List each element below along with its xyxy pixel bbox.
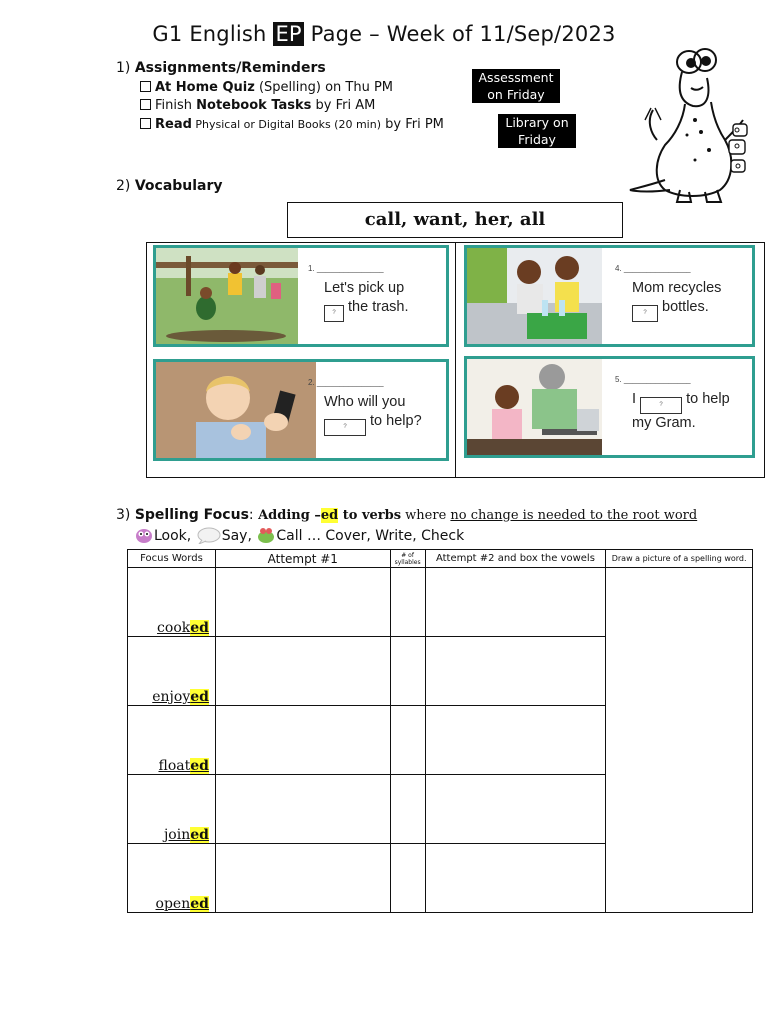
step-cover-write-check: … Cover, Write, Check [306, 528, 465, 544]
vocabulary-words-box: call, want, her, all [287, 202, 623, 238]
vocab-card-5 [464, 356, 755, 458]
answer-box[interactable]: ? [324, 305, 344, 322]
header-draw-picture: Draw a picture of a spelling word. [606, 550, 753, 568]
focus-word [128, 844, 216, 913]
attempt-2-cell[interactable] [425, 568, 606, 637]
word-root: join [163, 827, 191, 843]
table-row [128, 568, 753, 637]
syllables-cell[interactable] [390, 637, 425, 706]
word-root: float [158, 758, 191, 774]
ep-badge: EP [275, 22, 302, 46]
focus-word [128, 568, 216, 637]
word-suffix: ed [190, 689, 209, 705]
attempt-2-cell[interactable] [425, 706, 606, 775]
reminder-text: (Spelling) on Thu PM [254, 80, 394, 95]
answer-box[interactable]: ? [632, 305, 658, 322]
attempt-1-cell[interactable] [215, 775, 390, 844]
sentence-line: bottles. [658, 299, 709, 315]
photo-mom-recycling [467, 248, 602, 344]
checkbox-icon [140, 81, 151, 92]
focus-word [128, 775, 216, 844]
word-root: open [155, 896, 191, 912]
section-number: 1) [116, 60, 135, 76]
reminder-small-text: Physical or Digital Books (20 min) [191, 118, 381, 131]
photo-kids-picking-trash [156, 248, 298, 344]
sentence-line: Mom recycles [632, 280, 722, 296]
sentence-line: Let's pick up [324, 280, 405, 296]
reminder-bold: Notebook Tasks [196, 98, 312, 113]
step-say: Say, [221, 528, 257, 544]
speech-bubble-icon [196, 526, 222, 544]
title-week: Page – Week of 11/Sep/2023 [303, 22, 616, 46]
rule-bold: Adding – [258, 508, 321, 523]
sentence [324, 279, 408, 322]
colon: : [248, 507, 259, 523]
spelling-table [127, 549, 753, 913]
attempt-2-cell[interactable] [425, 844, 606, 913]
spelling-steps [134, 526, 464, 544]
syllables-cell[interactable] [390, 775, 425, 844]
section-label: Vocabulary [134, 178, 223, 194]
title-text: G1 English [152, 22, 274, 46]
header-syllables: # of syllables [390, 550, 425, 568]
rule-highlight: ed [320, 508, 339, 523]
rule-text: where [401, 508, 451, 523]
section-number: 2) [116, 178, 135, 194]
attempt-2-cell[interactable] [425, 775, 606, 844]
section-label: Spelling Focus [134, 507, 249, 523]
library-badge [498, 114, 576, 148]
rule-underlined: no change is needed to the root word [450, 508, 698, 523]
reminder-text: by Fri PM [381, 117, 444, 132]
blank-number: 5. _______________ [615, 375, 691, 384]
blank-number: 2. _______________ [308, 378, 384, 387]
table-header-row [128, 550, 753, 568]
badge-line: Library on [505, 115, 569, 130]
reminder-bold: At Home Quiz [155, 80, 255, 95]
badge-line: Friday [518, 132, 556, 147]
syllables-cell[interactable] [390, 706, 425, 775]
attempt-1-cell[interactable] [215, 568, 390, 637]
badge-line: Assessment [478, 70, 554, 85]
spelling-focus-heading [116, 507, 697, 523]
rule-bold: to verbs [338, 508, 402, 523]
word-suffix: ed [190, 620, 209, 636]
answer-box[interactable]: ? [640, 397, 682, 414]
frog-icon [256, 526, 276, 544]
sentence-line: to help [686, 391, 730, 407]
syllables-cell[interactable] [390, 844, 425, 913]
reminder-item-read [140, 117, 444, 132]
blank-number: 1. _______________ [308, 264, 384, 273]
reminder-item-notebook [140, 98, 375, 113]
badge-line: on Friday [487, 87, 545, 102]
reminder-text: Finish [155, 98, 197, 113]
focus-word [128, 637, 216, 706]
word-root: enjoy [152, 689, 191, 705]
sentence [632, 390, 730, 433]
reminder-item-quiz [140, 80, 393, 95]
sentence-line: I [632, 391, 641, 407]
attempt-2-cell[interactable] [425, 637, 606, 706]
word-suffix: ed [190, 827, 209, 843]
word-suffix: ed [190, 896, 209, 912]
vocabulary-heading [116, 178, 223, 194]
drawing-area[interactable] [606, 568, 753, 913]
sentence-line: the trash. [344, 299, 409, 315]
vocab-card-2 [153, 359, 449, 461]
owl-icon [134, 526, 154, 544]
step-look: Look, [154, 528, 196, 544]
vocab-card-4 [464, 245, 755, 347]
word-suffix: ed [190, 758, 209, 774]
panel-divider [455, 242, 456, 477]
sentence-line: my Gram. [632, 415, 696, 431]
reminder-text: by Fri AM [311, 98, 376, 113]
header-attempt-1: Attempt #1 [215, 550, 390, 568]
sentence-line: to help? [366, 413, 422, 429]
focus-word [128, 706, 216, 775]
header-focus-words: Focus Words [128, 550, 216, 568]
sentence [324, 393, 422, 436]
photo-girl-with-grandma-laptop [467, 359, 602, 455]
checkbox-icon [140, 118, 151, 129]
attempt-1-cell[interactable] [215, 637, 390, 706]
sentence-line: Who will you [324, 394, 406, 410]
answer-box[interactable]: ? [324, 419, 366, 436]
dinosaur-illustration [625, 40, 755, 205]
section-label: Assignments/Reminders [134, 60, 326, 76]
reminder-bold: Read [155, 117, 192, 132]
word-root: cook [157, 620, 191, 636]
assessment-badge [472, 69, 560, 103]
photo-boy-with-phone [156, 362, 316, 458]
header-attempt-2: Attempt #2 and box the vowels [425, 550, 606, 568]
checkbox-icon [140, 99, 151, 110]
vocab-card-1 [153, 245, 449, 347]
attempt-1-cell[interactable] [215, 706, 390, 775]
blank-number: 4. _______________ [615, 264, 691, 273]
attempt-1-cell[interactable] [215, 844, 390, 913]
step-call: Call [276, 528, 307, 544]
syllables-cell[interactable] [390, 568, 425, 637]
assignments-heading [116, 60, 326, 76]
section-number: 3) [116, 507, 135, 523]
sentence [632, 279, 721, 322]
